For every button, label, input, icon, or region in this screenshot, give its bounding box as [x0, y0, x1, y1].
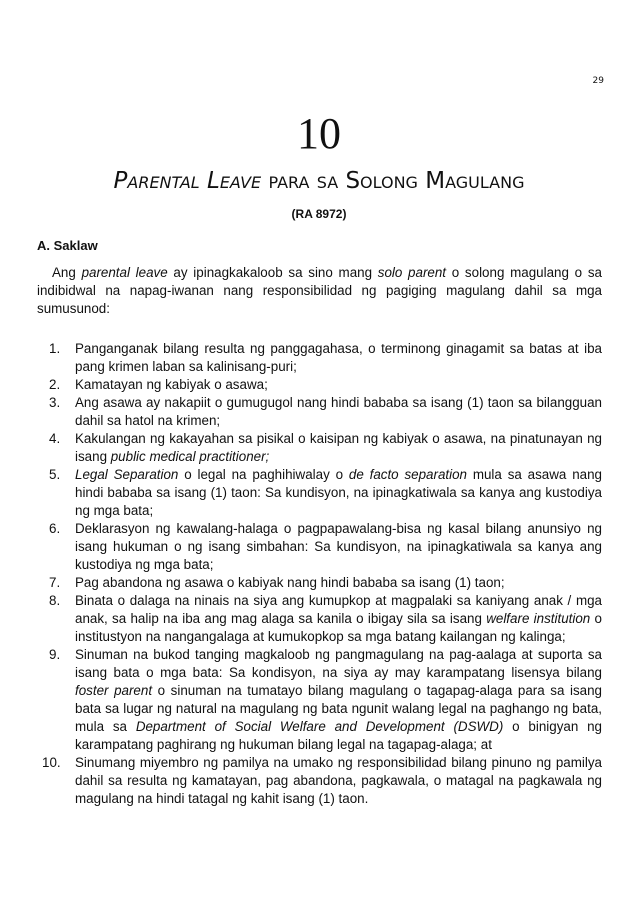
- list-number: 8.: [49, 593, 61, 608]
- list-text: Sinumang miyembro ng pamilya na umako ng responsibilidad bilang pinuno ng pamilya dahil sa resulta ng kamatayan, pag abandona, pagkawala, o matagal na pagkawala ng magulang na hindi tatagal ng kahit isang (1) taon.: [75, 755, 602, 806]
- chapter-title: [0, 168, 638, 194]
- criteria-list: [37, 340, 602, 808]
- chapter-title-italic: Parental Leave: [113, 168, 262, 194]
- list-item: [37, 394, 602, 430]
- list-item: [37, 520, 602, 574]
- list-number: 1.: [49, 341, 61, 356]
- list-text: o binigyan ng karampatang paghirang ng hukuman bilang legal na tagapag-alaga; at: [75, 719, 602, 752]
- chapter-number: 10: [297, 109, 341, 158]
- list-text: Sinuman na bukod tanging magkaloob ng pangmagulang na pag-aalaga at suporta sa isang bata o mga bata: Sa kondisyon, na siya ay may karampatang lisensya bilang: [75, 647, 602, 680]
- list-text: Binata o dalaga na ninais na siya ang kumupkop at magpalaki sa kaniyang anak / mga anak, sa halip na iba ang mag alaga sa kanila o ibigay sila sa isang: [75, 593, 602, 626]
- list-number: 9.: [49, 647, 61, 662]
- list-number: 7.: [49, 575, 61, 590]
- chapter-title-rest: para sa Solong Magulang: [261, 168, 525, 194]
- list-item: [37, 754, 602, 808]
- page-number: 29: [592, 76, 604, 86]
- list-term: de facto separation: [348, 467, 467, 482]
- list-text: Pag abandona ng asawa o kabiyak nang hindi bababa sa isang (1) taon;: [75, 575, 505, 590]
- list-text: Deklarasyon ng kawalang-halaga o pagpapawalang-bisa ng kasal bilang anunsiyo ng isang hukuman o ng isang simbahan: Sa kundisyon, na ipinagkatiwala sa kanya ang kustodiya ng mga bata;: [75, 521, 602, 572]
- intro-term: parental leave: [81, 265, 168, 280]
- list-text: Ang asawa ay nakapiit o gumugugol nang hindi bababa sa isang (1) taon sa bilangguan dahil sa hatol na krimen;: [75, 395, 602, 428]
- list-item: [37, 430, 602, 466]
- list-text: o institustyon na nangangalaga at kumukopkop sa mga batang kailangan ng kalinga;: [75, 611, 602, 644]
- list-number: 10.: [42, 755, 61, 770]
- list-item: [37, 340, 602, 376]
- list-number: 3.: [49, 395, 61, 410]
- list-item: [37, 466, 602, 520]
- section-heading: A. Saklaw: [37, 238, 98, 253]
- list-item: [37, 376, 602, 394]
- list-text: o legal na paghihiwalay o: [178, 467, 349, 482]
- list-text: mula sa asawa nang hindi bababa sa isang (1) taon: Sa kundisyon, na ipinagkatiwala sa kanya ang kustodiya ng mga bata;: [75, 467, 602, 518]
- list-term: welfare institution: [486, 611, 591, 626]
- list-text: Kamatayan ng kabiyak o asawa;: [75, 377, 268, 392]
- list-item: [37, 592, 602, 646]
- intro-text: ay ipinagkakaloob sa sino mang: [167, 265, 378, 280]
- list-text: Panganganak bilang resulta ng panggagahasa, o terminong ginagamit sa batas at iba pang krimen laban sa kalinisang-puri;: [75, 341, 602, 374]
- list-term: public medical practitioner;: [110, 449, 270, 464]
- list-term: foster parent: [75, 683, 153, 698]
- list-number: 6.: [49, 521, 61, 536]
- intro-text: Ang: [52, 265, 82, 280]
- intro-term: solo parent: [377, 265, 447, 280]
- list-text: o sinuman na tumatayo bilang magulang o tagapag-alaga para sa isang bata sa lugar ng natural na magulang ng bata ngunit walang legal na paghango ng bata, mula sa: [75, 683, 602, 734]
- list-term: Department of Social Welfare and Development (DSWD): [135, 719, 504, 734]
- intro-paragraph: [37, 264, 602, 318]
- list-number: 4.: [49, 431, 61, 446]
- list-item: [37, 574, 602, 592]
- list-term: Legal Separation: [75, 467, 179, 482]
- list-number: 2.: [49, 377, 61, 392]
- list-text: Kakulangan ng kakayahan sa pisikal o kaisipan ng kabiyak o asawa, na pinatunayan ng isang: [75, 431, 602, 464]
- intro-text: o solong magulang o sa indibidwal na napag-iwanan nang responsibilidad ng pagiging magulang dahil sa mga sumusunod:: [37, 265, 602, 316]
- list-item: [37, 646, 602, 754]
- list-number: 5.: [49, 467, 61, 482]
- act-reference: (RA 8972): [291, 207, 347, 221]
